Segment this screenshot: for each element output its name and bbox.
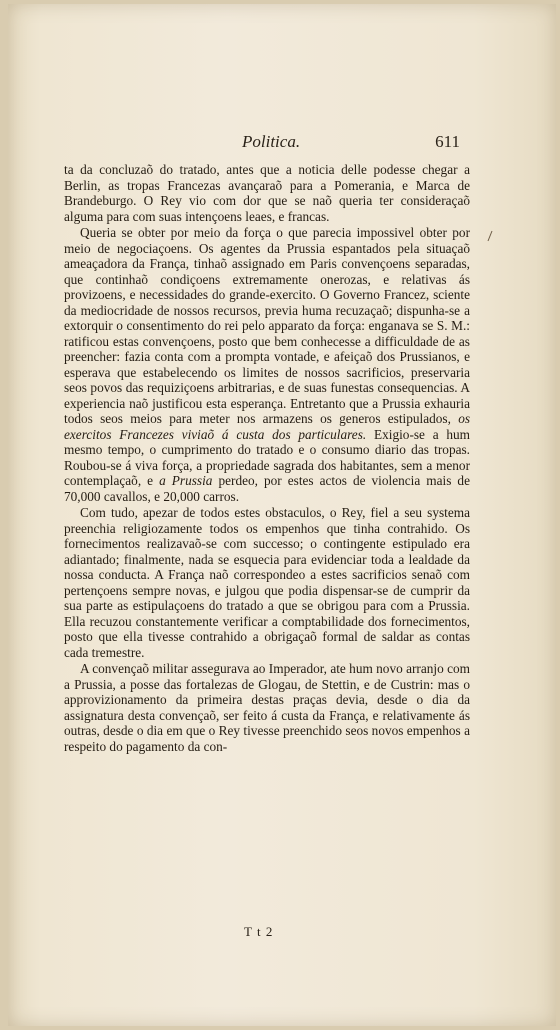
running-title: Politica.: [242, 132, 301, 151]
paragraph-4: [64, 661, 470, 754]
body-text: [64, 162, 470, 755]
paragraph-2-text: Queria se obter por meio da força o que parecia impossivel obter por meio de negociaçoens. Os agentes da Prussia espantados pela situaçaõ ameaçadora da França, tinhaõ assignado em Paris convençoens separadas, que continhaõ condiçoens extremamente onerozas, e relativas ás provizoens, e necessidades do grande-exercito. O Governo Francez, sciente da mediocridade de nossos recursos, previa huma recuzaçaõ; dispunha-se a extorquir o consentimento do rei pelo apparato da força: enganava se S. M.: ratificou estas convençoens, posto que bem conhecesse a difficuldade de as preencher: fazia conta com a prompta vontade, e afeiçaõ dos Prussianos, e esperava que estabelecendo os limites de nossos sacrificios, preservaria seos povos das requiziçoens arbitrarias, e de suas funestas consequencias. A experiencia naõ justificou esta esperança. Entretanto que a Prussia exhauria todos seos meios para meter nos armazens os generos estipulados,: [64, 225, 470, 426]
page-number: 611: [435, 132, 460, 151]
paragraph-4-text: A convençaõ militar assegurava ao Imperador, ate hum novo arranjo com a Prussia, a posse das fortalezas de Glogau, de Stettin, e de Custrin: mas o approvizionamento da primeira destas praças devia, desde o dia da assignatura desta convençaõ, ser feito á custa da França, e relativamente ás outras, desde o dia em que o Rey tivesse preenchido seos novos empenhos a respeito do pagamento da con-: [64, 661, 470, 754]
paragraph-1: [64, 162, 470, 224]
paragraph-2-after: Exigio-se a hum mesmo tempo, o cumprimento do tratado e o consumo diario das tropas. Roubou-se á viva força, a propriedade sagrada dos habitantes, sem a menor contemplaçaõ, e: [64, 426, 471, 488]
paragraph-3-text: Com tudo, apezar de todos estes obstaculos, o Rey, fiel a seu systema preenchia religiozamente todos os empenhos que tinha contrahido. Os fornecimentos realizavaõ-se com successo; o contingente estipulado era adiantado; finalmente, nada se esquecia para evidenciar toda a lealdade da nossa conducta. A França naõ correspondeo a estes sacrificios senaõ com pertençoens sempre novas, e julgou que podia dispensar-se de cumprir da sua parte as estipulaçoens do tratado a que se obrigou para com a Prussia. Ella recuzou constantemente verificar a comptabilidade dos fornecimentos, posto que ella tivesse contrahido a obrigaçaõ formal de saldar as contas cada tremestre.: [64, 505, 470, 660]
page-header: [8, 132, 556, 156]
paragraph-1-text: ta da concluzaõ do tratado, antes que a noticia delle podesse chegar a Berlin, as tropas Francezas avançaraõ para a Pomerania, e Marca de Brandeburgo. O Rey vio com dor que se naõ queria ter consideraçaõ alguma para com suas intençoens leaes, e francas.: [64, 162, 470, 224]
paragraph-2-after-2: perdeo, por estes actos de violencia mais de 70,000 cavallos, e 20,000 carros.: [64, 473, 470, 504]
paragraph-2-italic: os exercitos Francezes viviaõ á custa dos particulares.: [64, 411, 471, 442]
paragraph-2: [64, 225, 470, 504]
paragraph-2-italic-2: a Prussia: [159, 473, 213, 488]
pencil-mark-icon: [486, 230, 494, 242]
signature-mark: T t 2: [244, 924, 274, 939]
paragraph-3: [64, 505, 470, 660]
book-page: [8, 4, 556, 1026]
